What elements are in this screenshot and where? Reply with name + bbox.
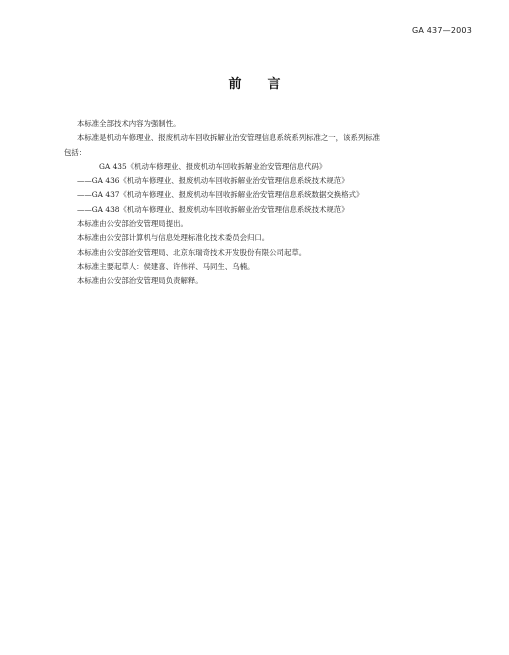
paragraph-proposed-by: 本标准由公安部治安管理局提出。 (77, 219, 188, 229)
paragraph-series-line2: 包括： (64, 147, 87, 157)
paragraph-under-jurisdiction: 本标准由公安部计算机与信息处理标准化技术委员会归口。 (77, 233, 270, 243)
series-item-ga437: ——GA 437《机动车修理业、报废机动车回收拆解业治安管理信息系统数据交换格式》 (77, 190, 364, 200)
standard-number: GA 437—2003 (411, 26, 472, 35)
series-item-ga438: ——GA 438《机动车修理业、报废机动车回收拆解业治安管理信息系统技术规范》 (77, 204, 349, 214)
foreword-body (64, 117, 477, 289)
paragraph-series-line1: 本标准是机动车修理业、报废机动车回收拆解业治安管理信息系统系列标准之一，该系列标准 (77, 133, 381, 143)
paragraph-drafters: 本标准主要起草人：侯建喜、许伟祥、马同生、乌楠。 (77, 261, 255, 271)
paragraph-mandatory: 本标准全部技术内容为强制性。 (77, 119, 181, 128)
series-item-ga436: ——GA 436《机动车修理业、报废机动车回收拆解业治安管理信息系统技术规范》 (77, 176, 349, 186)
paragraph-interpreted-by: 本标准由公安部治安管理局负责解释。 (77, 276, 203, 286)
page-title: 前言 (228, 77, 307, 92)
paragraph-drafted-by: 本标准由公安部治安管理局、北京东瑞奇技术开发股份有限公司起草。 (77, 247, 307, 257)
series-item-ga435: GA 435《机动车修理业、报废机动车回收拆解业治安管理信息代码》 (99, 161, 327, 171)
